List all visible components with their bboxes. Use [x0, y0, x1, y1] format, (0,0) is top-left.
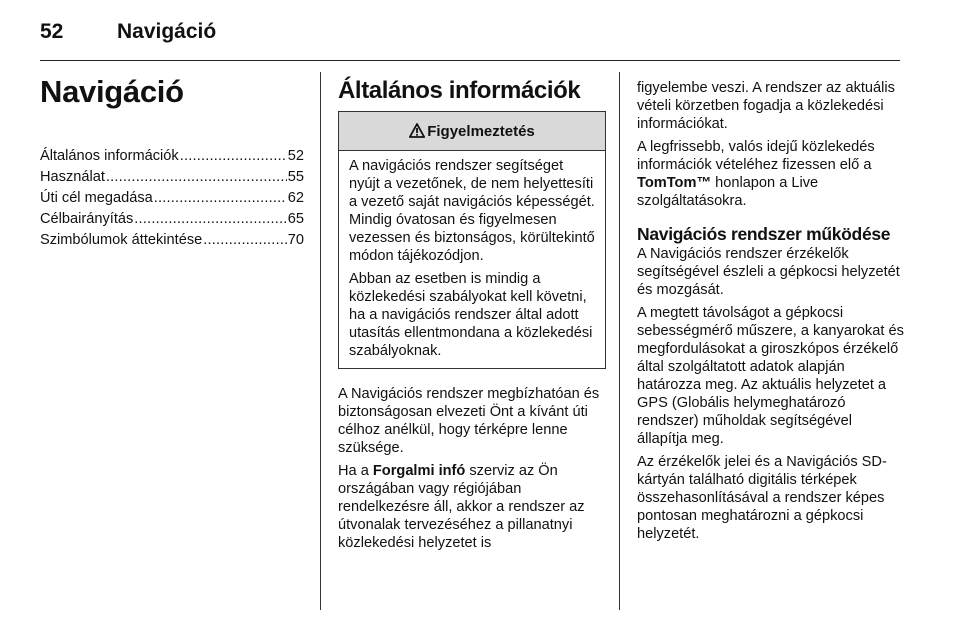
warning-triangle-icon: [409, 123, 425, 140]
right-column: [637, 72, 905, 543]
toc-item-label: Szimbólumok áttekintése: [40, 232, 203, 248]
toc-item-page: 70: [287, 232, 304, 248]
paragraph: A Navigációs rendszer érzékelők segítségével észleli a gépkocsi helyzetét és mozgását.: [637, 246, 900, 298]
warning-header: [339, 112, 605, 151]
toc-item-label: Használat: [40, 169, 105, 185]
toc-item-page: 65: [287, 211, 304, 227]
toc-item-page: 62: [287, 190, 304, 206]
bold-term: TomTom™: [637, 175, 712, 191]
toc-leader: [203, 230, 287, 251]
warning-paragraph: Abban az esetben is mindig a közlekedési szabályokat kell követni, ha a navigációs rendszer által adott utasítás ellentmondana a közlekedési szabályoknak.: [349, 271, 593, 359]
toc-list: [40, 146, 304, 251]
bold-term: Forgalmi infó: [372, 463, 466, 479]
toc-leader: [106, 167, 287, 188]
paragraph: [637, 138, 905, 210]
toc-item-label: Általános információk: [40, 148, 179, 164]
header-title: Navigáció: [117, 20, 217, 43]
paragraph: figyelembe veszi. A rendszer az aktuális vételi körzetben fogadja a közlekedési információkat.: [637, 80, 895, 132]
text-span: A legfrissebb, valós idejű közlekedés információk vételéhez fizessen elő a: [637, 139, 875, 173]
section-title: Általános információk: [338, 77, 581, 104]
toc-item-label: Úti cél megadása: [40, 190, 153, 206]
paragraph: [338, 462, 606, 552]
paragraph: A megtett távolságot a gépkocsi sebességmérő műszere, a kanyarokat és megfordulásokat a giroszkópos érzékelő által szolgáltatott adatok alapján határozza meg. Az aktuális helyzetet a GPS (Globális helymeghatározó rendszer) műholdak segítségével állapítja meg.: [637, 305, 904, 447]
general-info-column: [338, 72, 606, 552]
column-divider-2: [619, 72, 620, 610]
toc-leader: [134, 209, 286, 230]
toc-item[interactable]: [40, 230, 304, 251]
text-span: Ha a: [338, 463, 373, 479]
toc-leader: [180, 146, 287, 167]
toc-leader: [154, 188, 287, 209]
toc-item[interactable]: [40, 146, 304, 167]
toc-item-label: Célbairányítás: [40, 211, 134, 227]
text-span: szerviz az Ön országában vagy régiójában rendelkezésre áll, akkor a rendszer az útvonalak tervezéséhez a pillanatnyi közlekedési helyzetet is: [338, 463, 585, 551]
toc-item-page: 55: [287, 169, 304, 185]
toc-item[interactable]: [40, 188, 304, 209]
toc-item-page: 52: [287, 148, 304, 164]
warning-body: [339, 151, 605, 368]
page-number: 52: [40, 20, 64, 43]
column-divider-1: [320, 72, 321, 610]
toc-title: Navigáció: [40, 74, 184, 109]
text-span: honlapon a Live szolgáltatásokra.: [637, 175, 819, 209]
paragraph: Az érzékelők jelei és a Navigációs SD-kártyán található digitális térképek összehasonlításával a rendszer képes pontosan meghatározni a gépkocsi helyzetét.: [637, 454, 887, 542]
warning-paragraph: A navigációs rendszer segítséget nyújt a vezetőnek, de nem helyettesíti a vezető saját navigációs képességét. Mindig óvatosan és figyelmesen vezessen és biztonságos, körültekintő módon tájékozódjon.: [349, 158, 595, 264]
general-body: [338, 385, 606, 552]
paragraph: A Navigációs rendszer megbízhatóan és biztonságosan elvezeti Önt a kívánt úti célhoz anélkül, hogy térképre lenne szüksége.: [338, 386, 600, 456]
sub-heading: Navigációs rendszer működése: [637, 224, 891, 244]
toc-item[interactable]: [40, 209, 304, 230]
warning-title: Figyelmeztetés: [427, 122, 535, 140]
warning-box: [338, 111, 606, 369]
header-divider: [40, 60, 900, 61]
toc-item[interactable]: [40, 167, 304, 188]
toc-column: [40, 72, 304, 251]
